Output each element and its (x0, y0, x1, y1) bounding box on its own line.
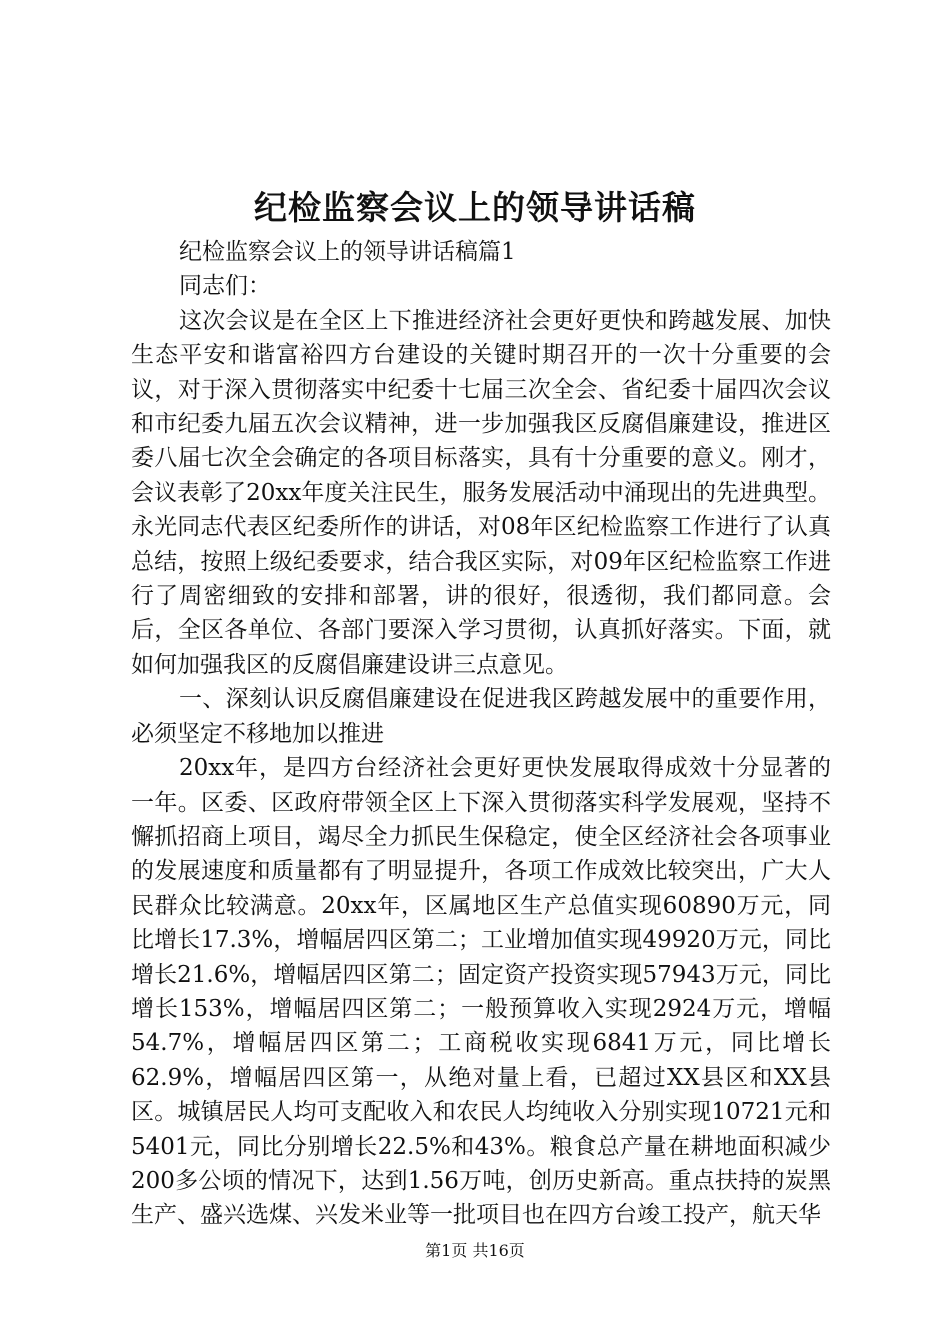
document-body (131, 235, 831, 1233)
paragraph-intro: 这次会议是在全区上下推进经济社会更好更快和跨越发展、加快生态平安和谐富裕四方台建设的关键时期召开的一次十分重要的会议，对于深入贯彻落实中纪委十七届三次全会、省纪委十届四次会议和市纪委九届五次会议精神，进一步加强我区反腐倡廉建设，推进区委八届七次全会确定的各项目标落实，具有十分重要的意义。刚才，会议表彰了20xx年度关注民生，服务发展活动中涌现出的先进典型。永光同志代表区纪委所作的讲话，对08年区纪检监察工作进行了认真总结，按照上级纪委要求，结合我区实际，对09年区纪检监察工作进行了周密细致的安排和部署，讲的很好，很透彻，我们都同意。会后，全区各单位、各部门要深入学习贯彻，认真抓好落实。下面，就如何加强我区的反腐倡廉建设讲三点意见。 (131, 307, 831, 678)
paragraph-achievements: 20xx年，是四方台经济社会更好更快发展取得成效十分显著的一年。区委、区政府带领全区上下深入贯彻落实科学发展观，坚持不懈抓招商上项目，竭尽全力抓民生保稳定，使全区经济社会各项事业的发展速度和质量都有了明显提升，各项工作成效比较突出，广大人民群众比较满意。20xx年，区属地区生产总值实现60890万元，同比增长17.3%，增幅居四区第二；工业增加值实现49920万元，同比增长21.6%，增幅居四区第二；固定资产投资实现57943万元，同比增长153%，增幅居四区第二；一般预算收入实现2924万元，增幅54.7%，增幅居四区第二；工商税收实现6841万元，同比增长62.9%，增幅居四区第一，从绝对量上看，已超过XX县区和XX县区。城镇居民人均可支配收入和农民人均纯收入分别实现10721元和5401元，同比分别增长22.5%和43%。粮食总产量在耕地面积减少200多公顷的情况下，达到1.56万吨，创历史新高。重点扶持的炭黑生产、盛兴选煤、兴发米业等一批项目也在四方台竣工投产，航天华 (131, 755, 831, 1229)
document-title: 纪检监察会议上的领导讲话稿 (254, 188, 696, 227)
page-number-footer: 第1页 共16页 (425, 1241, 525, 1260)
salutation: 同志们： (179, 273, 271, 300)
section-subtitle: 纪检监察会议上的领导讲话稿篇1 (179, 239, 516, 265)
section-heading-1: 一、深刻认识反腐倡廉建设在促进我区跨越发展中的重要作用，必须坚定不移地加以推进 (131, 686, 831, 747)
